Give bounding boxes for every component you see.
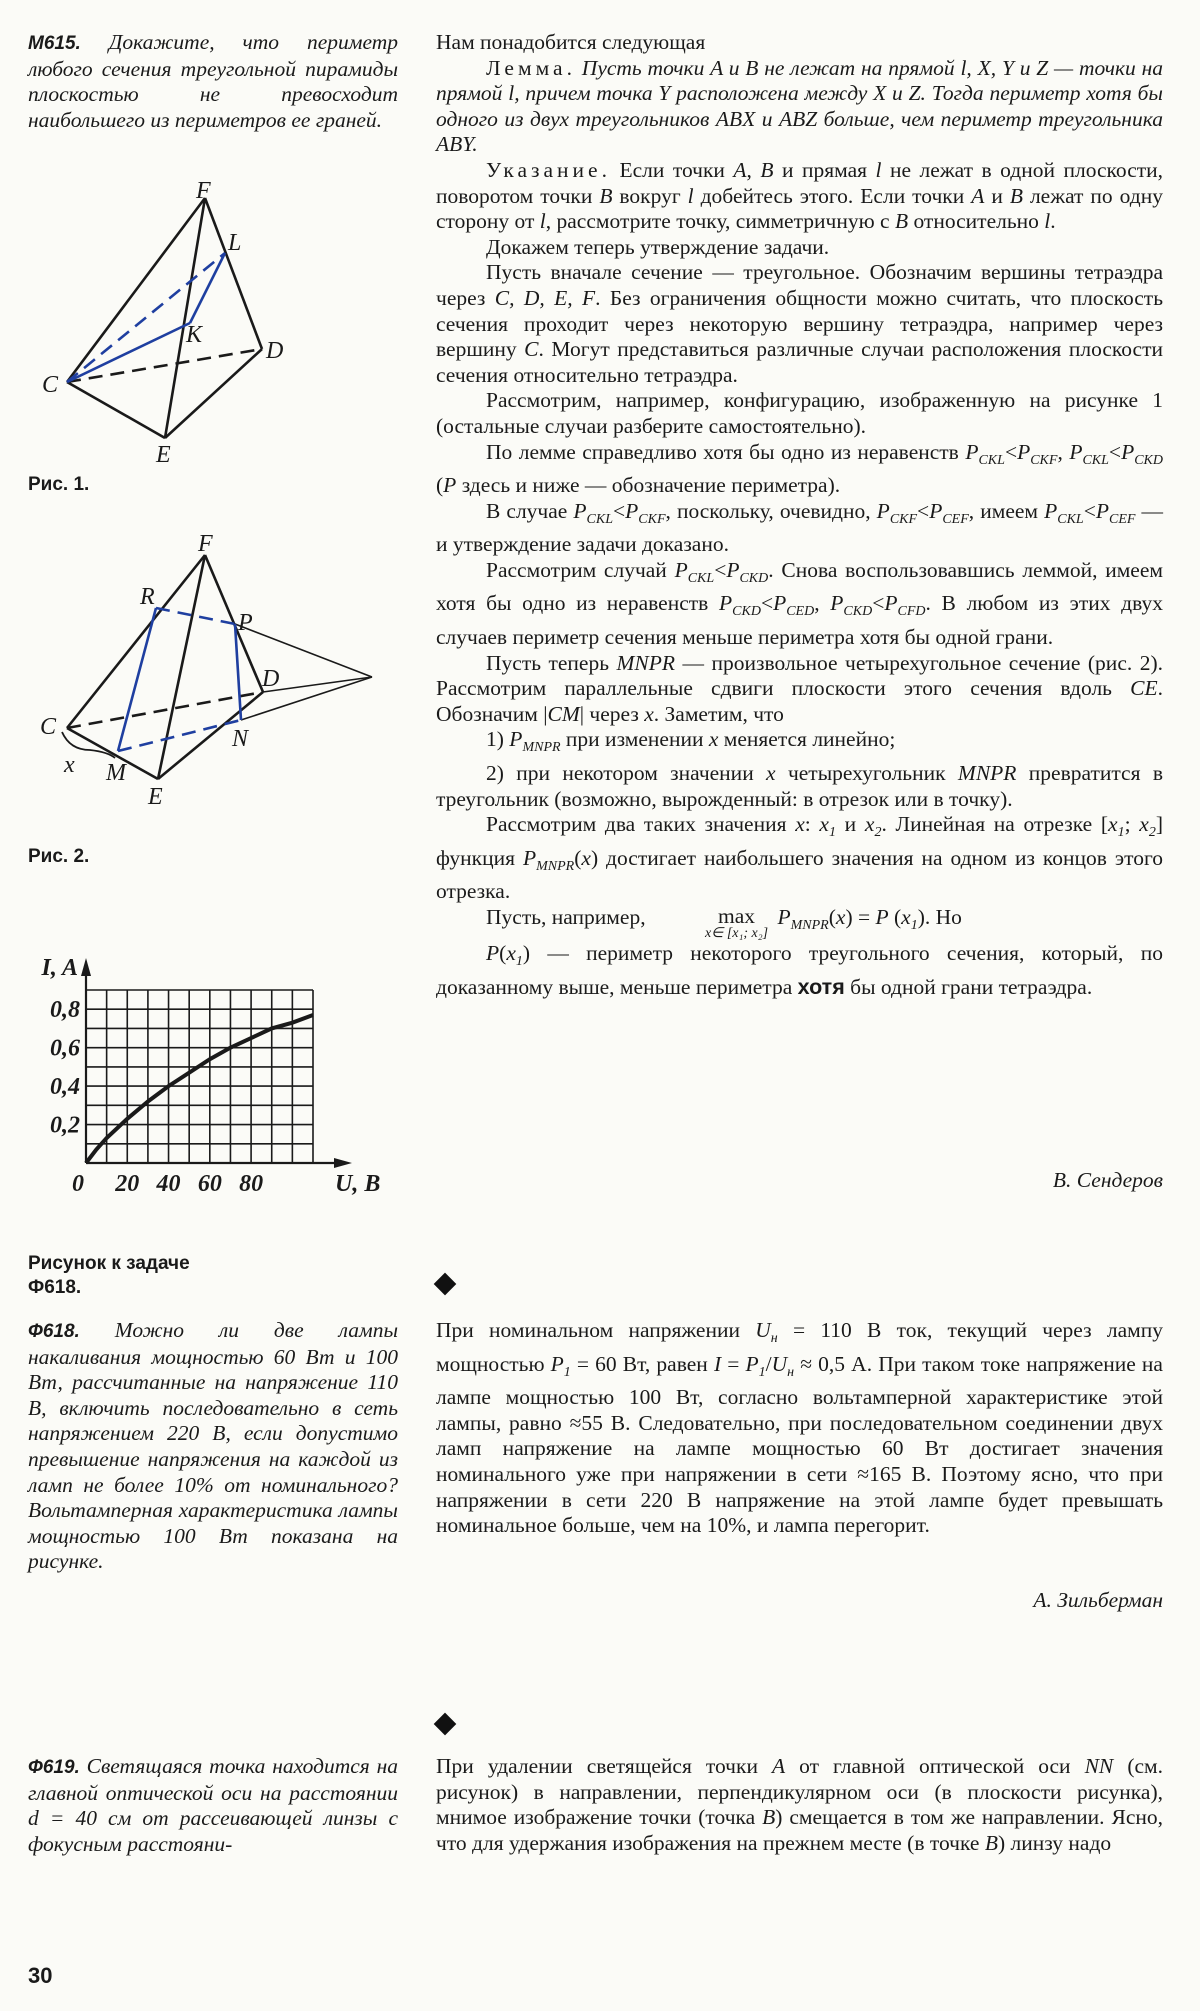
text-run: (см. рисунок) в направлении, перпендикулярном оси (в плоскости рисунка), мнимое изображение точки (точка	[436, 1754, 1163, 1830]
text-run: Лемма.	[486, 55, 576, 80]
subscript: CKD	[739, 570, 769, 586]
text-run: и	[835, 812, 865, 837]
text-run: P	[443, 473, 457, 498]
problem-text: Светящаяся точка находится на главной оптической оси на расстоянии d = 40 см от рассеивающей линзы с фокусным расстояни-	[28, 1754, 398, 1856]
text-run: . Снова воспользовавшись леммой, имеем хотя бы одно из неравенств	[436, 557, 1164, 616]
paragraph	[436, 30, 1163, 56]
text-run: . Без ограничения общности можно считать, что плоскость сечения проходит через некоторую вершину тетраэдра, например через вершину	[436, 285, 1164, 362]
text-run: P	[573, 498, 587, 523]
paragraph	[436, 499, 1163, 558]
text-run: ,	[746, 157, 761, 182]
text-run: x	[1108, 812, 1118, 837]
text-run: четырехугольник	[775, 761, 958, 786]
text-run: . Линейная на отрезке [	[881, 812, 1109, 837]
author-m615: В. Сендеров	[1052, 1168, 1163, 1192]
edge-cf	[67, 555, 205, 728]
text-run: A	[733, 157, 747, 182]
paragraph	[436, 56, 1163, 158]
text-run: A	[771, 1754, 786, 1778]
edge-ce	[67, 382, 165, 438]
text-run: P	[1069, 439, 1083, 464]
text-run: Рассмотрим два таких значения	[486, 812, 796, 837]
text-run: P	[486, 941, 500, 965]
iv-curve	[86, 1015, 313, 1163]
text-run: . Обозначим |	[436, 676, 1163, 726]
max-label: max	[718, 904, 756, 928]
subscript: CKF	[638, 511, 666, 527]
paragraph	[436, 761, 1163, 812]
text-run: P	[674, 557, 688, 582]
subscript: CKL	[586, 511, 613, 527]
subscript: 2	[874, 825, 882, 841]
text-run: MNPR	[616, 650, 676, 675]
text-run: ) — периметр некоторого треугольного сечения, который, по доказанному выше, меньше периметра	[436, 941, 1163, 999]
point-l: L	[228, 230, 242, 256]
subscript: CKD	[843, 604, 873, 620]
subscript: CKL	[687, 570, 715, 586]
text-run: x	[864, 812, 875, 837]
text-run: Пусть теперь	[486, 650, 617, 675]
text-run: (	[574, 845, 582, 870]
solution-m615	[436, 30, 1163, 1000]
text-run: и прямая	[773, 157, 876, 182]
subscript: н	[770, 1331, 778, 1346]
x-tick-label: 40	[156, 1171, 181, 1197]
text-run: Рассмотрим, например, конфигурацию, изображенную на рисунке 1 (остальные случаи разберите самостоятельно).	[436, 388, 1163, 438]
text-run: P	[929, 498, 943, 523]
paragraph	[436, 158, 1163, 235]
text-run: ,	[814, 591, 831, 616]
solution-f618	[436, 1318, 1163, 1539]
section-rp	[156, 608, 235, 624]
problem-m615	[28, 30, 398, 133]
point-c: C	[40, 714, 57, 740]
text-run: CM	[547, 701, 580, 726]
y-tick-label: 0,2	[50, 1112, 80, 1139]
text-run: NN	[1084, 1754, 1114, 1778]
text-run: и	[984, 183, 1010, 208]
text-run: B	[984, 1830, 998, 1855]
point-k: K	[186, 322, 203, 348]
text-run: B	[599, 183, 613, 208]
text-run: x	[795, 812, 805, 837]
max-range: x∈ [x₁; x₂]	[704, 926, 769, 941]
text-run: ,	[1057, 439, 1070, 464]
text-run: <	[760, 591, 774, 616]
problem-f619	[28, 1754, 398, 1857]
subscript: CEF	[1108, 511, 1136, 527]
separator-diamond	[434, 1273, 457, 1296]
text-run: <	[1108, 439, 1122, 464]
text-run: 1)	[486, 727, 510, 752]
text-run: B	[760, 157, 774, 182]
text-run: x	[708, 727, 719, 752]
x-tick-label: 20	[115, 1171, 140, 1197]
y-axis-label: I, A	[41, 955, 78, 981]
text-run: A	[971, 183, 985, 208]
y-axis-arrow	[81, 958, 91, 976]
text-run: P	[719, 591, 733, 616]
text-run: x	[901, 905, 911, 929]
text-run: P	[830, 591, 844, 616]
subscript: MNPR	[790, 918, 829, 933]
text-run: U	[771, 1351, 788, 1376]
problem-text: Докажите, что периметр любого сечения треугольной пирамиды плоскостью не превосходит наибольшего из периметров ее граней.	[28, 30, 398, 132]
text-run: =	[721, 1351, 746, 1376]
text-run: меняется линейно;	[718, 727, 896, 752]
text-run: , имеем	[968, 498, 1045, 523]
subscript: 1	[828, 825, 836, 841]
text-run: P	[1044, 498, 1058, 523]
text-run: ;	[1124, 812, 1140, 837]
text-run: P	[745, 1351, 759, 1376]
text-run: лежат по одну сторону от	[436, 183, 1163, 234]
text-run: ) линзу надо	[997, 1830, 1112, 1855]
text-run: , рассмотрите точку, симметричную с	[545, 209, 895, 234]
paragraph	[436, 558, 1163, 651]
label-x: x	[64, 752, 75, 778]
text-run: | через	[579, 701, 645, 726]
text-run: (	[436, 473, 444, 498]
text-run: = 110 В ток, текущий через лампу мощностью	[436, 1318, 1163, 1376]
x-tick-label: 80	[239, 1171, 264, 1197]
text-run: . В любом из этих двух случаев периметр сечения меньше периметра хотя бы одной грани.	[436, 591, 1163, 650]
x-axis-label: U, B	[335, 1171, 381, 1197]
text-run: хотя	[797, 974, 845, 999]
text-run: , поскольку, очевидно,	[665, 498, 877, 523]
paragraph	[436, 1318, 1163, 1539]
point-f: F	[196, 178, 211, 204]
y-tick-label: 0,4	[50, 1074, 80, 1101]
figure-1-caption: Рис. 1.	[28, 474, 90, 495]
subscript: 1	[515, 954, 523, 969]
text-run: I	[713, 1351, 722, 1376]
text-run: ) достигает наибольшего значения на одном из концов этого отрезка.	[436, 845, 1164, 904]
point-r: R	[140, 584, 155, 610]
subscript: 2	[1148, 825, 1156, 841]
text-run: ) смещается в том же направлении. Ясно, что для удержания изображения на прежнем месте (в точке	[436, 1805, 1163, 1855]
paragraph	[436, 941, 1163, 1000]
text-run: x	[644, 701, 654, 726]
text-run: B	[1009, 183, 1023, 208]
text-run: вокруг	[612, 183, 688, 208]
max-operator	[655, 905, 768, 941]
text-run: .	[1050, 209, 1056, 234]
section-rm	[118, 608, 156, 751]
problem-label: Ф618.	[28, 1321, 80, 1342]
y-tick-label: 0,6	[50, 1035, 80, 1062]
text-run: P	[1095, 498, 1109, 523]
text-run: Пусть вначале сечение — треугольное. Обозначим вершины тетраэдра через	[436, 260, 1163, 310]
text-run: от главной оптической оси	[785, 1754, 1085, 1778]
problem-text: Можно ли две лампы накаливания мощностью 60 Вт и 100 Вт, рассчитанные на напряжение 110 В, включить последовательно в сеть напряжением 220 В, если допустимо превышение напряжения на каждой из ламп не более 10% от номинального? Вольтамперная характеристика лампы мощностью 100 Вт показана на рисунке.	[28, 1318, 399, 1574]
subscript: CKF	[1030, 452, 1058, 468]
text-run: x	[766, 761, 776, 786]
figure-1	[0, 170, 420, 470]
text-run: Если точки	[610, 157, 734, 182]
text-run: (	[888, 905, 902, 929]
problem-label: Ф619.	[28, 1757, 80, 1778]
text-run: превратится в треугольник (возможно, вырожденный: в отрезок или в точку).	[436, 761, 1163, 811]
text-run: В случае	[486, 498, 574, 523]
subscript: CFD	[897, 604, 926, 620]
text-run: CE	[1130, 676, 1158, 701]
text-run: По лемме справедливо хотя бы одно из неравенств	[486, 439, 966, 464]
problem-label: М615.	[28, 33, 81, 54]
text-run: MNPR	[957, 761, 1017, 786]
text-run: P	[1121, 439, 1135, 464]
subscript: 1	[758, 1364, 766, 1380]
text-run: <	[1083, 498, 1096, 523]
text-run: относительно	[908, 209, 1045, 234]
text-run: Пусть точки A и B не лежат на прямой l, X, Y и Z — точки на прямой l, причем точка Y расположена между X и Z. Тогда периметр хотя бы одного из двух треугольников ABX и ABZ больше, чем периметр треугольника ABY.	[436, 55, 1164, 157]
text-run: ) =	[845, 905, 876, 929]
x-axis-arrow	[334, 1158, 352, 1168]
text-run: x	[581, 845, 591, 870]
subscript: CEF	[942, 511, 969, 527]
text-run: здесь и ниже — обозначение периметра).	[456, 473, 841, 498]
point-n: N	[232, 726, 249, 752]
author-f618: А. Зильберман	[1033, 1588, 1163, 1612]
aux-line-d	[263, 677, 372, 692]
text-run: (	[828, 905, 836, 929]
text-run: B	[894, 209, 909, 234]
problem-f618	[28, 1318, 398, 1575]
text-run: <	[917, 498, 930, 523]
point-p: P	[238, 610, 253, 636]
text-run: бы одной грани тетраэдра.	[844, 974, 1093, 999]
text-run: P	[876, 498, 890, 523]
paragraph	[436, 905, 1163, 941]
text-run: <	[872, 591, 885, 616]
subscript: н	[787, 1364, 795, 1380]
figure-2	[0, 520, 420, 820]
point-c: C	[42, 372, 59, 398]
text-run: . Могут представиться различные случаи расположения плоскости сечения относительно тетраэдра.	[436, 337, 1163, 387]
paragraph	[436, 260, 1163, 388]
text-run: Нам понадобится следующая	[436, 30, 706, 54]
point-e: E	[148, 784, 163, 810]
text-run: — и утверждение задачи доказано.	[436, 498, 1163, 557]
point-d: D	[266, 338, 284, 364]
text-run: x	[1139, 812, 1149, 837]
text-run: При номинальном напряжении	[436, 1318, 756, 1342]
paragraph	[436, 440, 1163, 499]
text-run: C, D, E, F	[494, 285, 596, 310]
text-run: <	[714, 557, 727, 582]
text-run: не лежат в одной плоскости, поворотом точки	[436, 157, 1164, 208]
edge-fe	[165, 198, 205, 438]
text-run: P	[1017, 439, 1031, 464]
subscript: CKD	[732, 604, 761, 620]
text-run: P	[625, 498, 639, 523]
text-run: P	[726, 557, 740, 582]
text-run: P	[550, 1351, 564, 1376]
separator-diamond	[434, 1713, 457, 1736]
text-run: 2) при некотором значении	[486, 761, 767, 786]
point-d: D	[262, 666, 280, 692]
point-m: M	[106, 760, 126, 786]
paragraph	[436, 812, 1163, 905]
subscript: 1	[910, 918, 918, 933]
text-run: = 60 Вт, равен	[570, 1351, 714, 1376]
text-run: :	[804, 812, 820, 837]
text-run: P	[773, 591, 787, 616]
subscript: CED	[786, 604, 815, 620]
solution-f619	[436, 1754, 1163, 1856]
point-e: E	[156, 442, 171, 468]
text-run: ] функция	[436, 812, 1163, 870]
text-run: x	[819, 812, 829, 837]
text-run: ). Но	[917, 905, 962, 929]
paragraph	[436, 651, 1163, 728]
paragraph	[436, 235, 1163, 261]
text-run: . Заметим, что	[653, 701, 784, 726]
figure-618-caption: Рисунок к задаче Ф618.	[28, 1253, 190, 1298]
text-run: Рассмотрим случай	[486, 557, 675, 582]
subscript: CKD	[1134, 452, 1163, 468]
text-run: При удалении светящейся точки	[436, 1754, 772, 1778]
subscript: CKF	[889, 511, 918, 527]
text-run: Докажем теперь утверждение задачи.	[486, 234, 830, 259]
text-run: ≈ 0,5 А. При таком токе напряжение на лампе мощностью 100 Вт, согласно вольтамперной характеристике этой лампы, равно ≈55 В. Следовательно, при последовательном соединении двух ламп напряжение на лампе мощностью 60 Вт достигает значения номинального уже при напряжении в сети ≈165 В. Поэтому ясно, что при напряжении в сети 220 В напряжение на этой лампе будет превышать номинальное больше, чем на 10%, и лампа перегорит.	[436, 1351, 1163, 1538]
text-run: l	[687, 183, 694, 208]
text-run: l	[1044, 209, 1051, 234]
subscript: MNPR	[536, 858, 575, 874]
text-run: P	[509, 727, 523, 752]
text-run: P	[522, 845, 537, 870]
text-run: P	[965, 439, 979, 464]
x-tick-label: 60	[197, 1171, 222, 1197]
text-run: <	[1004, 439, 1018, 464]
text-run: добейтесь этого. Если точки	[693, 183, 972, 208]
paragraph	[436, 1754, 1163, 1856]
subscript: CKL	[1082, 452, 1109, 468]
text-run: Указание.	[486, 157, 611, 182]
point-f: F	[198, 531, 213, 557]
text-run: <	[613, 498, 626, 523]
text-run: x	[506, 941, 516, 965]
y-tick-label: 0,8	[50, 997, 80, 1024]
iv-chart	[0, 940, 420, 1200]
text-run: x	[835, 905, 846, 929]
section-cl	[67, 253, 225, 382]
text-run: P	[777, 905, 791, 929]
text-run: C	[524, 337, 539, 362]
subscript: 1	[563, 1364, 571, 1380]
text-run: — произвольное четырехугольное сечение (рис. 2). Рассмотрим параллельные сдвиги плоскости этого сечения вдоль	[436, 650, 1163, 701]
text-run: B	[762, 1805, 776, 1830]
figure-2-caption: Рис. 2.	[28, 846, 90, 867]
text-run: P	[875, 905, 889, 929]
text-run: (	[499, 941, 507, 965]
text-run: /	[765, 1351, 772, 1376]
paragraph	[436, 388, 1163, 439]
text-run: U	[755, 1318, 771, 1342]
subscript: 1	[1117, 825, 1125, 841]
text-run: при изменении	[560, 727, 709, 752]
page-number: 30	[28, 1963, 53, 1988]
edge-cf	[67, 198, 205, 382]
aux-line-p	[235, 624, 372, 677]
subscript: CKL	[1057, 511, 1084, 527]
paragraph	[436, 727, 1163, 761]
x-tick-label: 0	[72, 1171, 84, 1197]
text-run: P	[884, 591, 898, 616]
text-run: Пусть, например,	[486, 905, 651, 929]
text-run: l	[875, 157, 882, 182]
subscript: CKL	[978, 452, 1005, 468]
subscript: MNPR	[522, 740, 561, 756]
text-run: l	[539, 209, 546, 234]
